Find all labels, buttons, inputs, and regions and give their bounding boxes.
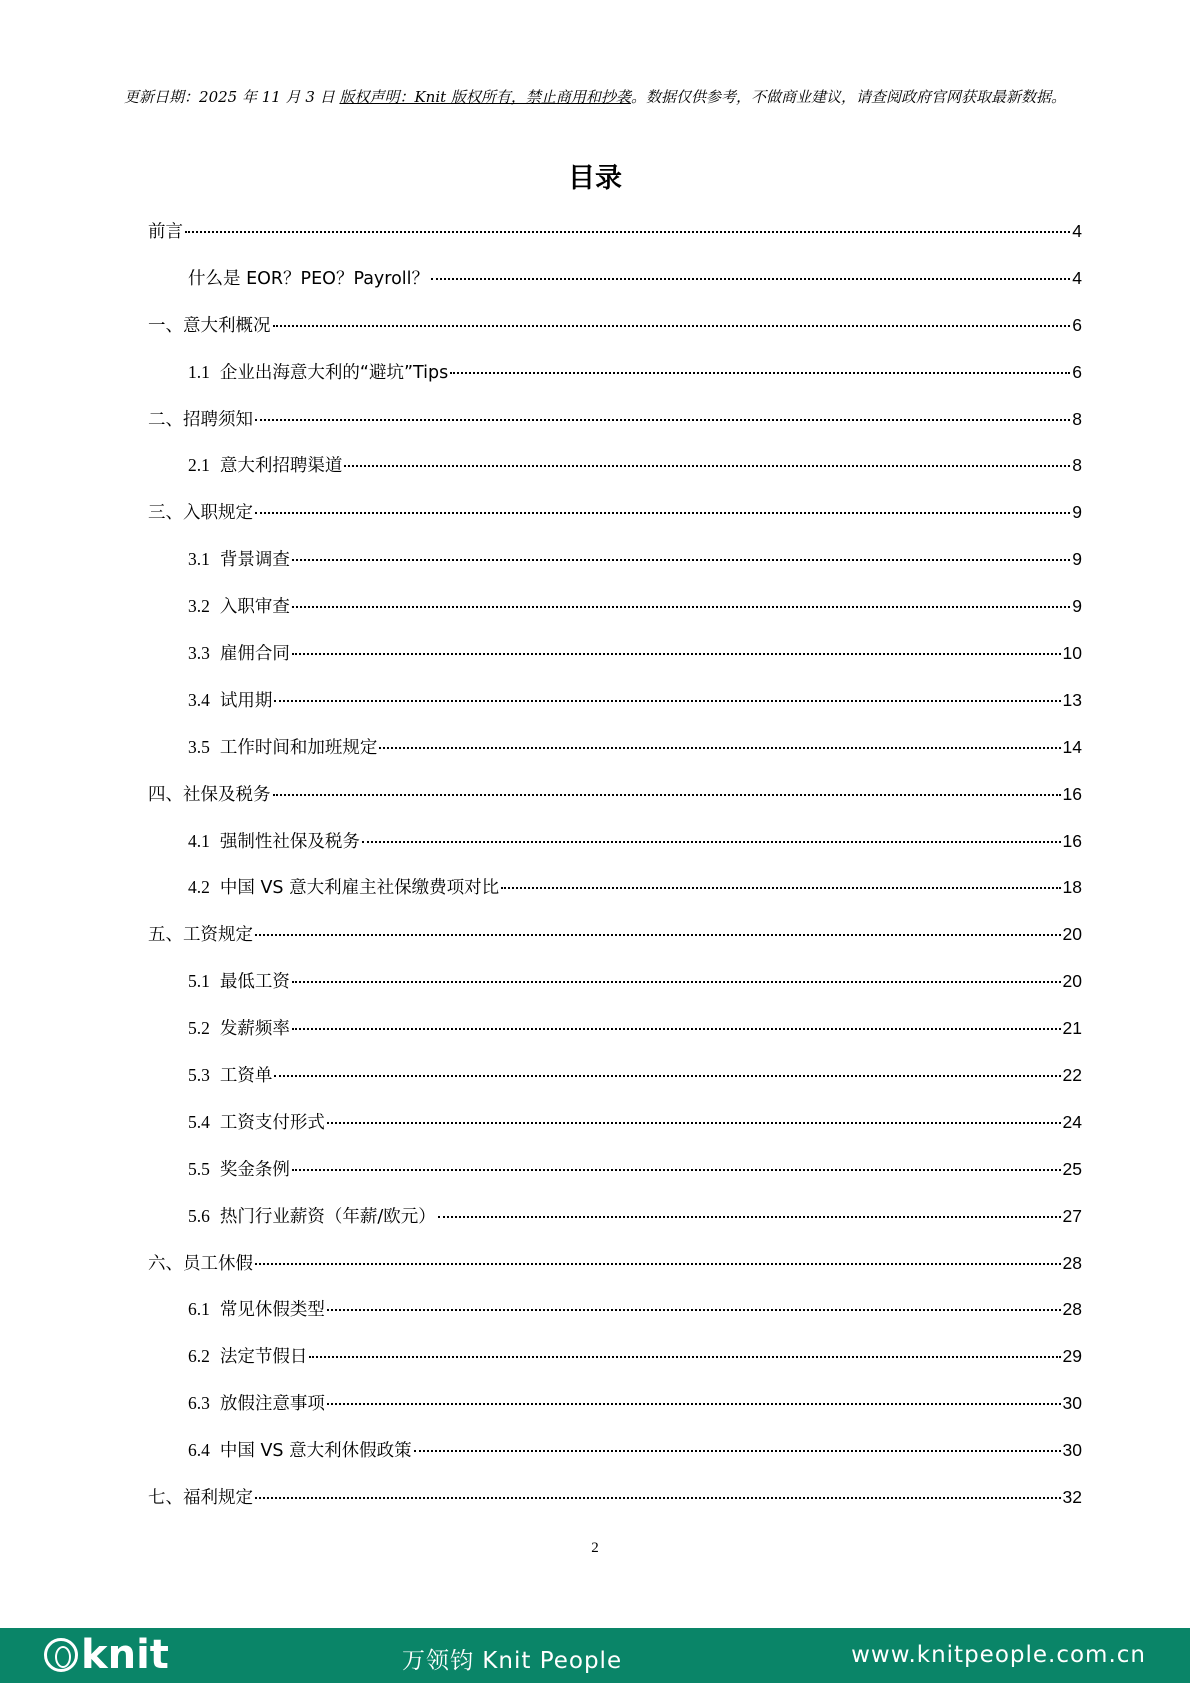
page-title: 目录 <box>568 163 622 194</box>
toc-leader <box>362 841 1061 843</box>
toc-leader <box>327 1403 1061 1405</box>
toc-number: 4.2 <box>188 877 210 898</box>
toc-leader <box>344 465 1070 467</box>
toc-number: 6.4 <box>188 1440 210 1461</box>
toc-number: 5.2 <box>188 1018 210 1039</box>
footer-banner <box>0 1628 1190 1683</box>
toc-entry[interactable] <box>148 452 1082 499</box>
toc-entry[interactable] <box>148 828 1082 875</box>
update-header <box>0 86 1190 107</box>
toc-entry[interactable] <box>148 312 1082 359</box>
toc-label: 六、员工休假 <box>148 1253 253 1274</box>
toc-page: 13 <box>1062 689 1082 710</box>
toc-page: 24 <box>1062 1111 1082 1132</box>
toc-page: 25 <box>1062 1158 1082 1179</box>
toc-entry[interactable] <box>148 499 1082 546</box>
toc-label: 工资单 <box>219 1066 273 1087</box>
update-date: 更新日期：2025 年 11 月 3 日 <box>124 88 340 106</box>
toc-label: 什么是 EOR？PEO？Payroll？ <box>188 268 430 289</box>
toc-leader <box>292 1169 1061 1171</box>
toc-label: 工作时间和加班规定 <box>219 737 378 758</box>
toc-page: 4 <box>1072 267 1082 288</box>
toc-label: 热门行业薪资（年薪/欧元） <box>219 1206 436 1227</box>
toc-leader <box>255 1263 1061 1265</box>
toc-label: 背景调查 <box>219 550 290 571</box>
toc-page: 9 <box>1072 502 1082 523</box>
toc-label: 中国 VS 意大利雇主社保缴费项对比 <box>219 878 500 899</box>
toc-page: 22 <box>1062 1065 1082 1086</box>
toc-number: 2.1 <box>188 455 210 476</box>
toc-leader <box>438 1216 1061 1218</box>
toc-page: 8 <box>1072 408 1082 429</box>
toc-leader <box>327 1122 1061 1124</box>
toc-label: 奖金条例 <box>219 1159 290 1180</box>
toc-page: 28 <box>1062 1252 1082 1273</box>
toc-entry[interactable] <box>148 1203 1082 1250</box>
toc-number: 3.1 <box>188 549 210 570</box>
toc-number: 5.1 <box>188 971 210 992</box>
toc-label: 雇佣合同 <box>219 644 290 665</box>
toc-leader <box>309 1356 1060 1358</box>
toc-entry[interactable] <box>148 921 1082 968</box>
toc-entry[interactable] <box>148 546 1082 593</box>
toc-leader <box>292 559 1070 561</box>
toc-number: 6.1 <box>188 1299 210 1320</box>
toc-number: 6.2 <box>188 1346 210 1367</box>
toc-leader <box>431 278 1070 280</box>
toc-label: 二、招聘须知 <box>148 409 253 430</box>
table-of-contents <box>148 218 1082 1531</box>
toc-leader <box>273 325 1071 327</box>
toc-entry[interactable] <box>148 265 1082 312</box>
toc-label: 入职审查 <box>219 597 290 618</box>
toc-page: 14 <box>1062 736 1082 757</box>
toc-number: 6.3 <box>188 1393 210 1414</box>
toc-label: 企业出海意大利的“避坑”Tips <box>219 362 449 383</box>
toc-label: 强制性社保及税务 <box>219 831 360 852</box>
toc-page: 9 <box>1072 549 1082 570</box>
toc-leader <box>273 794 1061 796</box>
toc-entry[interactable] <box>148 1015 1082 1062</box>
disclaimer: 。数据仅供参考，不做商业建议，请查阅政府官网获取最新数据。 <box>630 88 1066 106</box>
toc-entry[interactable] <box>148 1437 1082 1484</box>
toc-label: 意大利招聘渠道 <box>219 456 343 477</box>
toc-entry[interactable] <box>148 1062 1082 1109</box>
toc-page: 30 <box>1062 1440 1082 1461</box>
toc-label: 一、意大利概况 <box>148 315 271 336</box>
toc-entry[interactable] <box>148 640 1082 687</box>
toc-leader <box>450 372 1070 374</box>
toc-page: 28 <box>1062 1299 1082 1320</box>
toc-number: 5.4 <box>188 1111 210 1132</box>
toc-number: 1.1 <box>188 361 210 382</box>
toc-page: 16 <box>1062 830 1082 851</box>
toc-leader <box>255 419 1070 421</box>
page-number: 2 <box>591 1540 599 1556</box>
toc-leader <box>292 653 1061 655</box>
toc-number: 4.1 <box>188 830 210 851</box>
toc-entry[interactable] <box>148 1156 1082 1203</box>
toc-page: 9 <box>1072 596 1082 617</box>
toc-page: 20 <box>1062 924 1082 945</box>
toc-page: 8 <box>1072 455 1082 476</box>
logo-text: knit <box>81 1632 169 1678</box>
copyright-link[interactable]: 版权声明：Knit 版权所有，禁止商用和抄袭 <box>339 88 631 106</box>
toc-label: 放假注意事项 <box>219 1394 325 1415</box>
toc-page: 29 <box>1062 1346 1082 1367</box>
toc-number: 3.3 <box>188 643 210 664</box>
toc-entry[interactable] <box>148 734 1082 781</box>
toc-label: 中国 VS 意大利休假政策 <box>219 1441 412 1462</box>
toc-entry[interactable] <box>148 218 1082 265</box>
toc-entry[interactable] <box>148 687 1082 734</box>
footer-url[interactable]: www.knitpeople.com.cn <box>851 1642 1146 1668</box>
toc-label: 前言 <box>148 222 183 242</box>
toc-page: 27 <box>1062 1205 1082 1226</box>
toc-page: 6 <box>1072 361 1082 382</box>
toc-number: 3.4 <box>188 689 210 710</box>
toc-number: 3.2 <box>188 596 210 617</box>
knit-logo <box>44 1632 169 1678</box>
toc-entry[interactable] <box>148 1296 1082 1343</box>
toc-entry[interactable] <box>148 593 1082 640</box>
toc-label: 最低工资 <box>219 972 290 993</box>
toc-entry[interactable] <box>148 968 1082 1015</box>
toc-number: 5.5 <box>188 1158 210 1179</box>
toc-page: 10 <box>1062 643 1082 664</box>
toc-entry[interactable] <box>148 874 1082 921</box>
toc-leader <box>274 1075 1060 1077</box>
toc-leader <box>255 934 1061 936</box>
toc-label: 七、福利规定 <box>148 1488 253 1509</box>
toc-entry[interactable] <box>148 406 1082 453</box>
toc-leader <box>255 512 1070 514</box>
toc-leader <box>501 887 1060 889</box>
toc-page: 6 <box>1072 314 1082 335</box>
toc-page: 16 <box>1062 783 1082 804</box>
toc-leader <box>414 1450 1061 1452</box>
toc-label: 常见休假类型 <box>219 1300 325 1321</box>
toc-number: 5.3 <box>188 1065 210 1086</box>
toc-entry[interactable] <box>148 1484 1082 1531</box>
toc-label: 工资支付形式 <box>219 1112 325 1133</box>
footer-tagline: 万领钧 Knit People <box>402 1648 623 1674</box>
toc-page: 4 <box>1072 221 1082 241</box>
toc-entry[interactable] <box>148 1390 1082 1437</box>
toc-label: 发薪频率 <box>219 1019 290 1040</box>
toc-entry[interactable] <box>148 1109 1082 1156</box>
toc-leader <box>185 231 1070 233</box>
toc-leader <box>292 1028 1061 1030</box>
toc-entry[interactable] <box>148 781 1082 828</box>
toc-page: 32 <box>1062 1487 1082 1508</box>
toc-label: 四、社保及税务 <box>148 784 271 805</box>
toc-label: 五、工资规定 <box>148 925 253 946</box>
toc-leader <box>292 606 1070 608</box>
toc-number: 5.6 <box>188 1205 210 1226</box>
toc-number: 3.5 <box>188 736 210 757</box>
toc-page: 30 <box>1062 1393 1082 1414</box>
knit-logo-icon <box>44 1638 78 1672</box>
toc-leader <box>292 981 1061 983</box>
toc-entry[interactable] <box>148 359 1082 406</box>
toc-entry[interactable] <box>148 1250 1082 1297</box>
toc-entry[interactable] <box>148 1343 1082 1390</box>
toc-leader <box>255 1497 1061 1499</box>
toc-label: 法定节假日 <box>219 1347 308 1368</box>
toc-leader <box>274 700 1060 702</box>
toc-page: 20 <box>1062 971 1082 992</box>
toc-leader <box>327 1309 1061 1311</box>
toc-page: 18 <box>1062 877 1082 898</box>
toc-label: 三、入职规定 <box>148 503 253 524</box>
toc-label: 试用期 <box>219 690 273 711</box>
toc-leader <box>379 747 1060 749</box>
toc-page: 21 <box>1062 1018 1082 1039</box>
